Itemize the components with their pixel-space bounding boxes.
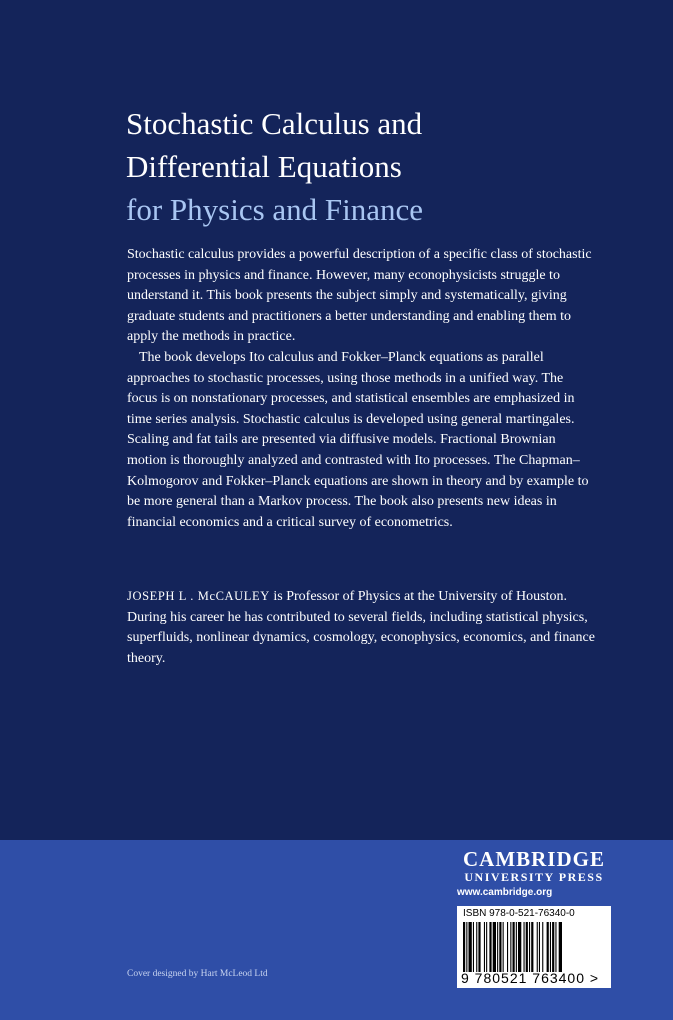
- book-description: [127, 245, 597, 533]
- ean-number: [461, 970, 599, 986]
- publisher-press: UNIVERSITY PRESS: [464, 870, 604, 884]
- publisher-logo: [453, 848, 615, 900]
- barcode-icon: [463, 922, 603, 972]
- book-title: [126, 102, 646, 231]
- title-line-3: for Physics and Finance: [126, 192, 424, 227]
- title-line-2: Differential Equations: [126, 149, 402, 184]
- isbn-number: ISBN 978-0-521-76340-0: [463, 908, 575, 919]
- author-name: JOSEPH L . McCAULEY: [127, 589, 270, 603]
- author-bio: [127, 586, 597, 669]
- author-bio-text: is Professor of Physics at the University of Houston. During his career he has contributed to several fields, including statistical physics, superfluids, nonlinear dynamics, cosmology, econophysics, economics, and finance theory.: [127, 589, 595, 666]
- description-paragraph-1: Stochastic calculus provides a powerful description of a specific class of stochastic processes in physics and finance. However, many econophysicists struggle to understand it. This book presents the subject simply and systematically, giving graduate students and practitioners a better understanding and enabling them to apply the methods in practice.: [127, 247, 592, 345]
- ean-digits: 9 780521 763400: [461, 970, 585, 986]
- description-paragraph-2: The book develops Ito calculus and Fokker–Planck equations as parallel approaches to stochastic processes, using those methods in a unified way. The focus is on nonstationary processes, and statistical ensembles are emphasized in time series analysis. Stochastic calculus is developed using general martingales. Scaling and fat tails are presented via diffusive models. Fractional Brownian motion is thoroughly analyzed and contrasted with Ito processes. The Chapman–Kolmogorov and Fokker–Planck equations are shown in theory and by example to be more general than a Markov process. The book also presents new ideas in financial economics and a critical survey of econometrics.: [127, 349, 589, 530]
- publisher-name: CAMBRIDGE: [462, 847, 605, 871]
- ean-suffix: >: [589, 970, 600, 986]
- cover-design-credit: Cover designed by Hart McLeod Ltd: [127, 969, 268, 979]
- publisher-url: www.cambridge.org: [457, 887, 553, 898]
- title-line-1: Stochastic Calculus and: [126, 106, 423, 141]
- isbn-barcode-box: [457, 906, 611, 988]
